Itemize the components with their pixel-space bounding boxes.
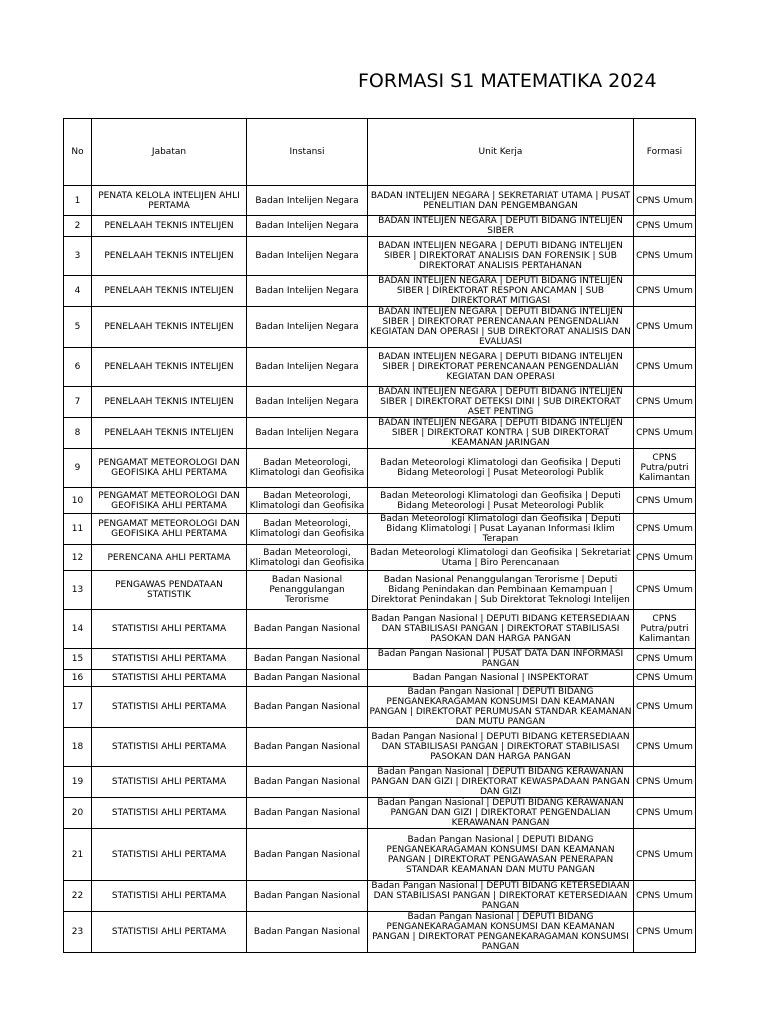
cell-instansi: Badan Meteorologi, Klimatologi dan Geofisika [247,488,368,514]
cell-no: 19 [64,767,92,798]
cell-unit-kerja: Badan Meteorologi Klimatologi dan Geofisika | Sekretariat Utama | Biro Perencanaan [368,545,634,571]
cell-no: 10 [64,488,92,514]
cell-unit-kerja: Badan Pangan Nasional | DEPUTI BIDANG KERAWANAN PANGAN DAN GIZI | DIREKTORAT KEWASPADAAN PANGAN DAN GIZI [368,767,634,798]
cell-unit-kerja: Badan Nasional Penanggulangan Terorisme | Deputi Bidang Penindakan dan Pembinaan Kemampuan | Direktorat Penindakan | Sub Direktorat Teknologi Intelijen [368,571,634,610]
header-instansi: Instansi [247,119,368,186]
cell-jabatan: PENELAAH TEKNIS INTELIJEN [92,307,247,348]
cell-jabatan: PENGAMAT METEOROLOGI DAN GEOFISIKA AHLI PERTAMA [92,449,247,488]
cell-no: 15 [64,649,92,670]
cell-jabatan: STATISTISI AHLI PERTAMA [92,687,247,728]
cell-formasi: CPNS Umum [634,348,696,387]
cell-jabatan: PENGAWAS PENDATAAN STATISTIK [92,571,247,610]
cell-unit-kerja: Badan Pangan Nasional | PUSAT DATA DAN INFORMASI PANGAN [368,649,634,670]
cell-unit-kerja: BADAN INTELIJEN NEGARA | DEPUTI BIDANG INTELIJEN SIBER [368,216,634,237]
cell-formasi: CPNS Umum [634,649,696,670]
cell-instansi: Badan Pangan Nasional [247,687,368,728]
table-row [64,571,696,610]
cell-jabatan: PENGAMAT METEOROLOGI DAN GEOFISIKA AHLI PERTAMA [92,488,247,514]
cell-instansi: Badan Intelijen Negara [247,276,368,307]
cell-formasi: CPNS Umum [634,912,696,953]
cell-jabatan: STATISTISI AHLI PERTAMA [92,829,247,881]
cell-formasi: CPNS Umum [634,387,696,418]
cell-jabatan: STATISTISI AHLI PERTAMA [92,610,247,649]
header-jabatan: Jabatan [92,119,247,186]
table-row [64,186,696,216]
cell-instansi: Badan Pangan Nasional [247,649,368,670]
table-row [64,276,696,307]
cell-no: 1 [64,186,92,216]
cell-no: 17 [64,687,92,728]
cell-instansi: Badan Pangan Nasional [247,767,368,798]
cell-formasi: CPNS Umum [634,798,696,829]
cell-jabatan: PENELAAH TEKNIS INTELIJEN [92,387,247,418]
cell-jabatan: STATISTISI AHLI PERTAMA [92,728,247,767]
cell-no: 5 [64,307,92,348]
cell-unit-kerja: BADAN INTELIJEN NEGARA | DEPUTI BIDANG INTELIJEN SIBER | DIREKTORAT ANALISIS DAN FORENSIK | SUB DIREKTORAT ANALISIS PERTAHANAN [368,237,634,276]
cell-no: 21 [64,829,92,881]
table-row [64,545,696,571]
cell-instansi: Badan Pangan Nasional [247,610,368,649]
cell-no: 7 [64,387,92,418]
cell-no: 6 [64,348,92,387]
cell-formasi: CPNS Umum [634,829,696,881]
cell-unit-kerja: Badan Pangan Nasional | DEPUTI BIDANG KERAWANAN PANGAN DAN GIZI | DIREKTORAT PENGENDALIAN KERAWANAN PANGAN [368,798,634,829]
cell-unit-kerja: Badan Meteorologi Klimatologi dan Geofisika | Deputi Bidang Meteorologi | Pusat Meteorologi Publik [368,488,634,514]
cell-formasi: CPNS Umum [634,307,696,348]
cell-unit-kerja: Badan Pangan Nasional | DEPUTI BIDANG PENGANEKARAGAMAN KONSUMSI DAN KEAMANAN PANGAN | DIREKTORAT PERUMUSAN STANDAR KEAMANAN DAN MUTU PANGAN [369,687,632,727]
cell-unit-kerja: Badan Meteorologi Klimatologi dan Geofisika | Deputi Bidang Meteorologi | Pusat Meteorologi Publik [368,449,634,488]
cell-unit-kerja: Badan Pangan Nasional | DEPUTI BIDANG PENGANEKARAGAMAN KONSUMSI DAN KEAMANAN PANGAN | DIREKTORAT PENGANEKARAGAMAN KONSUMSI PANGAN [368,912,634,953]
cell-instansi: Badan Meteorologi, Klimatologi dan Geofisika [247,545,368,571]
table-row [64,829,696,881]
cell-no: 18 [64,728,92,767]
cell-formasi: CPNS Umum [634,687,696,728]
cell-unit-kerja: BADAN INTELIJEN NEGARA | SEKRETARIAT UTAMA | PUSAT PENELITIAN DAN PENGEMBANGAN [368,186,634,216]
cell-unit-kerja: BADAN INTELIJEN NEGARA | DEPUTI BIDANG INTELIJEN SIBER | DIREKTORAT DETEKSI DINI | SUB DIREKTORAT ASET PENTING [368,387,634,418]
cell-unit-kerja: BADAN INTELIJEN NEGARA | DEPUTI BIDANG INTELIJEN SIBER | DIREKTORAT KONTRA | SUB DIREKTORAT KEAMANAN JARINGAN [368,418,634,449]
cell-formasi: CPNS Putra/putri Kalimantan [634,610,696,649]
cell-jabatan: STATISTISI AHLI PERTAMA [92,912,247,953]
cell-unit-kerja: Badan Pangan Nasional | DEPUTI BIDANG KETERSEDIAAN DAN STABILISASI PANGAN | DIREKTORAT STABILISASI PASOKAN DAN HARGA PANGAN [368,728,634,767]
cell-jabatan: PENELAAH TEKNIS INTELIJEN [92,276,247,307]
header-no: No [64,119,92,186]
table-row [64,728,696,767]
cell-instansi: Badan Intelijen Negara [247,307,368,348]
cell-unit-kerja: Badan Pangan Nasional | INSPEKTORAT [368,670,634,687]
cell-instansi: Badan Intelijen Negara [247,418,368,449]
cell-formasi: CPNS Umum [634,545,696,571]
header-formasi: Formasi [634,119,696,186]
formation-table [63,118,696,953]
cell-formasi: CPNS Umum [634,488,696,514]
cell-unit-kerja: Badan Pangan Nasional | DEPUTI BIDANG KETERSEDIAAN DAN STABILISASI PANGAN | DIREKTORAT KETERSEDIAAN PANGAN [368,881,634,912]
cell-jabatan: PENELAAH TEKNIS INTELIJEN [92,348,247,387]
cell-unit-kerja: Badan Pangan Nasional | DEPUTI BIDANG KETERSEDIAAN DAN STABILISASI PANGAN | DIREKTORAT STABILISASI PASOKAN DAN HARGA PANGAN [368,610,634,649]
cell-instansi: Badan Pangan Nasional [247,670,368,687]
cell-jabatan: PENELAAH TEKNIS INTELIJEN [92,237,247,276]
table-row [64,767,696,798]
cell-instansi: Badan Intelijen Negara [247,186,368,216]
cell-no: 12 [64,545,92,571]
cell-jabatan: PENELAAH TEKNIS INTELIJEN [92,418,247,449]
table-row [64,418,696,449]
cell-no: 9 [64,449,92,488]
cell-jabatan: STATISTISI AHLI PERTAMA [92,767,247,798]
cell-unit-kerja: Badan Meteorologi Klimatologi dan Geofisika | Deputi Bidang Klimatologi | Pusat Layanan Informasi Iklim Terapan [368,514,634,545]
cell-instansi: Badan Pangan Nasional [247,728,368,767]
cell-formasi: CPNS Umum [634,571,696,610]
cell-jabatan: STATISTISI AHLI PERTAMA [92,649,247,670]
cell-instansi: Badan Pangan Nasional [247,881,368,912]
cell-formasi: CPNS Umum [634,728,696,767]
cell-formasi: CPNS Putra/putri Kalimantan [634,449,696,488]
cell-formasi: CPNS Umum [634,881,696,912]
cell-instansi: Badan Meteorologi, Klimatologi dan Geofisika [247,449,368,488]
cell-instansi: Badan Meteorologi, Klimatologi dan Geofisika [247,514,368,545]
cell-formasi: CPNS Umum [634,767,696,798]
cell-no: 11 [64,514,92,545]
cell-jabatan: PERENCANA AHLI PERTAMA [92,545,247,571]
table-row [64,881,696,912]
table-row [64,670,696,687]
table-row [64,307,696,348]
table-row [64,649,696,670]
cell-formasi: CPNS Umum [634,237,696,276]
cell-jabatan: STATISTISI AHLI PERTAMA [92,670,247,687]
cell-no: 16 [64,670,92,687]
cell-no: 22 [64,881,92,912]
cell-no: 14 [64,610,92,649]
cell-instansi: Badan Pangan Nasional [247,829,368,881]
table-row [64,348,696,387]
header-unit-kerja: Unit Kerja [368,119,634,186]
cell-instansi: Badan Pangan Nasional [247,912,368,953]
table-row [64,610,696,649]
cell-no: 3 [64,237,92,276]
cell-instansi: Badan Intelijen Negara [247,387,368,418]
table-row [64,488,696,514]
cell-instansi: Badan Nasional Penanggulangan Terorisme [247,571,368,610]
table-row [64,687,696,728]
table-header-row [64,119,696,186]
cell-jabatan: PENATA KELOLA INTELIJEN AHLI PERTAMA [92,186,247,216]
table-row [64,216,696,237]
cell-jabatan: PENELAAH TEKNIS INTELIJEN [92,216,247,237]
cell-formasi: CPNS Umum [634,514,696,545]
cell-instansi: Badan Intelijen Negara [247,237,368,276]
cell-unit-kerja: BADAN INTELIJEN NEGARA | DEPUTI BIDANG INTELIJEN SIBER | DIREKTORAT RESPON ANCAMAN | SUB DIREKTORAT MITIGASI [368,276,634,307]
cell-unit-kerja: BADAN INTELIJEN NEGARA | DEPUTI BIDANG INTELIJEN SIBER | DIREKTORAT PERENCANAAN PENGENDALIAN KEGIATAN DAN OPERASI [368,348,634,387]
cell-jabatan: STATISTISI AHLI PERTAMA [92,881,247,912]
cell-formasi: CPNS Umum [634,418,696,449]
table-row [64,912,696,953]
cell-unit-kerja: BADAN INTELIJEN NEGARA | DEPUTI BIDANG INTELIJEN SIBER | DIREKTORAT PERENCANAAN PENGENDALIAN KEGIATAN DAN OPERASI | SUB DIREKTORAT ANALISIS DAN EVALUASI [368,307,634,348]
table-row [64,514,696,545]
cell-no: 13 [64,571,92,610]
page-title: FORMASI S1 MATEMATIKA 2024 [358,70,657,92]
cell-formasi: CPNS Umum [634,186,696,216]
cell-formasi: CPNS Umum [634,670,696,687]
cell-no: 8 [64,418,92,449]
table-row [64,237,696,276]
cell-instansi: Badan Intelijen Negara [247,216,368,237]
cell-instansi: Badan Pangan Nasional [247,798,368,829]
table-row [64,798,696,829]
cell-formasi: CPNS Umum [634,216,696,237]
cell-jabatan: PENGAMAT METEOROLOGI DAN GEOFISIKA AHLI PERTAMA [92,514,247,545]
cell-jabatan: STATISTISI AHLI PERTAMA [92,798,247,829]
table-row [64,387,696,418]
cell-no: 20 [64,798,92,829]
cell-no: 2 [64,216,92,237]
cell-formasi: CPNS Umum [634,276,696,307]
cell-unit-kerja: Badan Pangan Nasional | DEPUTI BIDANG PENGANEKARAGAMAN KONSUMSI DAN KEAMANAN PANGAN | DIREKTORAT PENGAWASAN PENERAPAN STANDAR KEAMANAN DAN MUTU PANGAN [368,829,634,881]
cell-instansi: Badan Intelijen Negara [247,348,368,387]
table-row [64,449,696,488]
cell-no: 4 [64,276,92,307]
cell-no: 23 [64,912,92,953]
